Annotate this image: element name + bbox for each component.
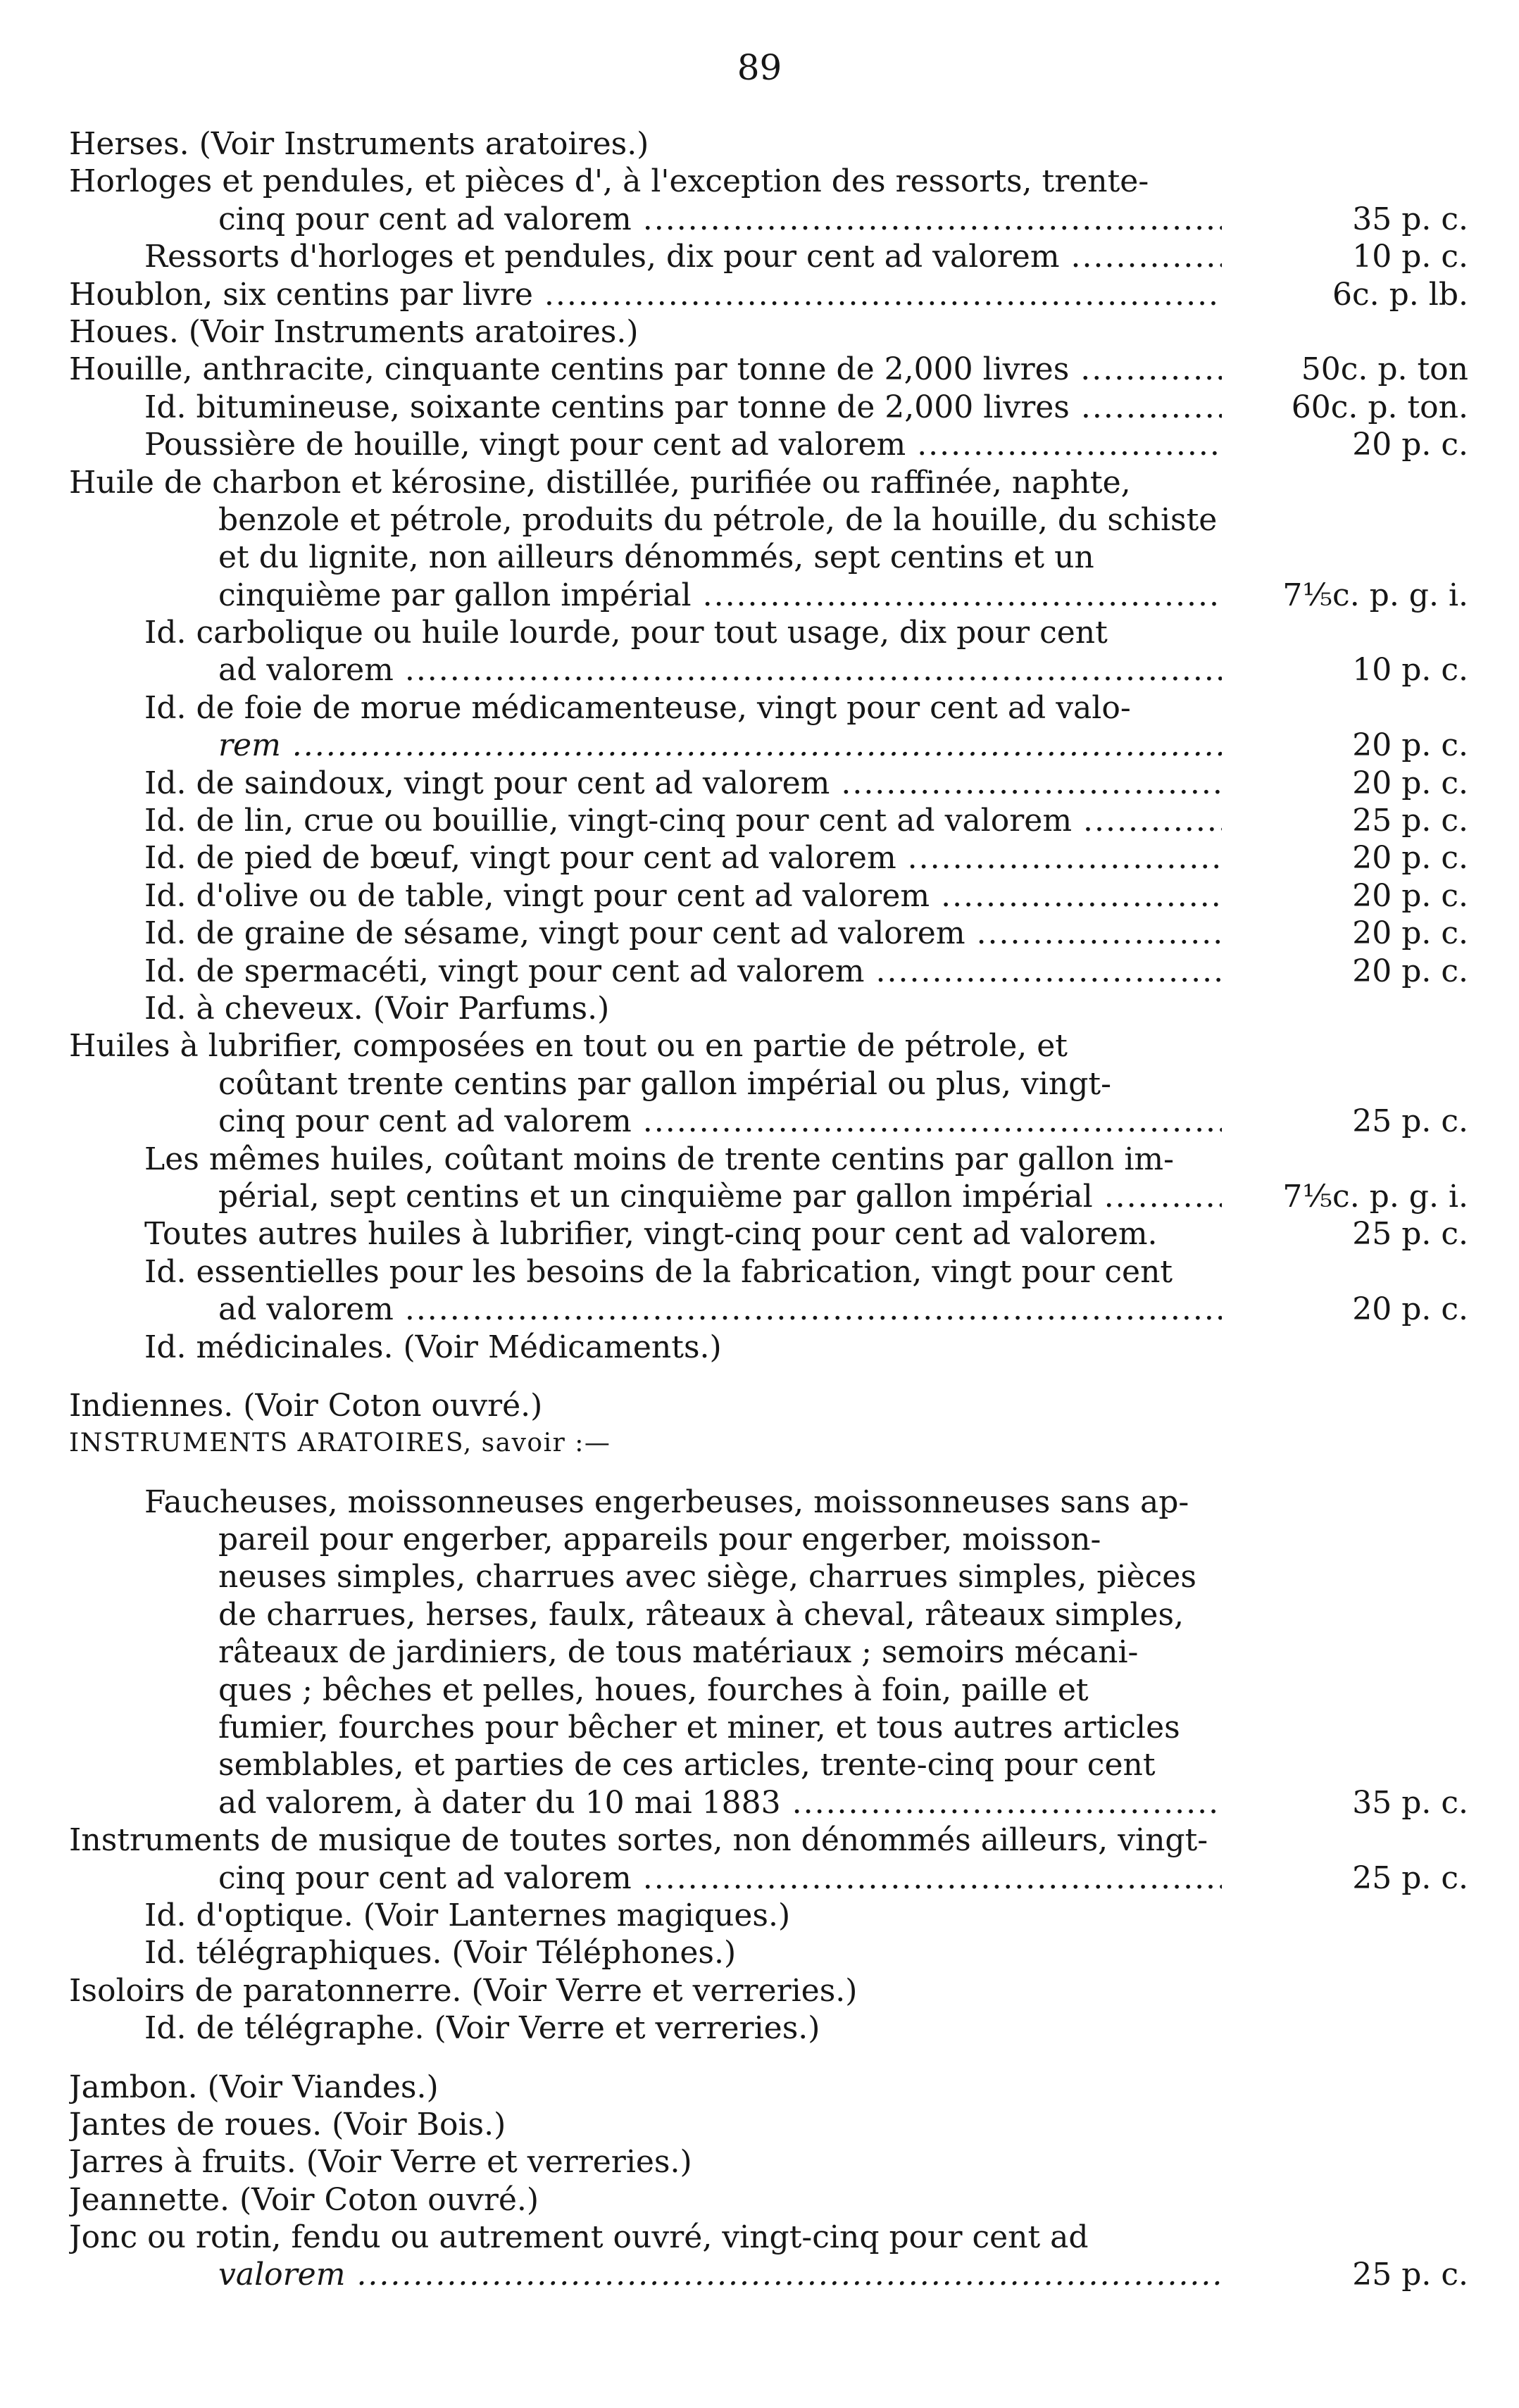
tariff-line	[0, 990, 1519, 1027]
tariff-line-text: Id. médicinales. (Voir Médicaments.)	[144, 1329, 722, 1365]
tariff-line-text: Houblon, six centins par livre .....	[69, 276, 1222, 313]
tariff-line	[0, 1387, 1519, 1424]
duty-rate: 25 p. c.	[1352, 803, 1468, 839]
tariff-line-text: INSTRUMENTS ARATOIRES, savoir :—	[69, 1429, 611, 1458]
tariff-line-text: Id. de foie de morue médicamenteuse, vingt pour cent ad valo-	[144, 689, 1131, 726]
tariff-line	[0, 313, 1519, 351]
tariff-line-text: Id. de télégraphe. (Voir Verre et verreries.)	[144, 2010, 820, 2047]
duty-rate: 20 p. c.	[1352, 877, 1468, 914]
tariff-line	[0, 539, 1519, 576]
tariff-line-text: pareil pour engerber, appareils pour engerber, moisson-	[218, 1522, 1101, 1558]
tariff-line-text: Toutes autres huiles à lubrifier, vingt-cinq pour cent ad valorem.	[144, 1216, 1158, 1253]
duty-rate: 50c. p. ton	[1301, 351, 1468, 388]
tariff-line-text: ques ; bêches et pelles, houes, fourches à foin, paille et	[218, 1672, 1089, 1708]
duty-rate: 20 p. c.	[1352, 427, 1468, 463]
tariff-line-text: Herses. (Voir Instruments aratoires.)	[69, 126, 649, 162]
tariff-line	[0, 1484, 1519, 1521]
tariff-line	[0, 1596, 1519, 1633]
tariff-line-text: semblables, et parties de ces articles, trente-cinq pour cent	[218, 1747, 1156, 1783]
tariff-line-text: Poussière de houille, vingt pour cent ad valorem .....	[144, 426, 1222, 463]
tariff-line-text: Id. à cheveux. (Voir Parfums.)	[144, 990, 610, 1027]
tariff-line-text: Instruments de musique de toutes sortes, non dénommés ailleurs, vingt-	[69, 1822, 1208, 1859]
section-gap	[0, 1366, 1519, 1387]
tariff-line-text: Ressorts d'horloges et pendules, dix pour cent ad valorem .....	[144, 238, 1222, 275]
tariff-line-text: valorem .....	[218, 2256, 1222, 2293]
duty-rate: 25 p. c.	[1352, 1103, 1468, 1140]
tariff-line	[0, 1821, 1519, 1859]
tariff-line	[0, 1746, 1519, 1783]
tariff-line	[0, 1672, 1519, 1709]
tariff-line-text: Houille, anthracite, cinquante centins par tonne de 2,000 livres .....	[69, 351, 1222, 388]
tariff-line	[0, 1934, 1519, 1971]
tariff-line-text: Horloges et pendules, et pièces d', à l'exception des ressorts, trente-	[69, 163, 1149, 200]
tariff-line-text: Houes. (Voir Instruments aratoires.)	[69, 313, 639, 350]
tariff-line	[0, 915, 1519, 952]
duty-rate: 20 p. c.	[1352, 765, 1468, 801]
tariff-line-text: Id. carbolique ou huile lourde, pour tout usage, dix pour cent	[144, 615, 1108, 651]
tariff-line-text: Id. de graine de sésame, vingt pour cent ad valorem .....	[144, 915, 1222, 952]
tariff-line	[0, 351, 1519, 388]
tariff-line	[0, 1860, 1519, 1897]
duty-rate: 35 p. c.	[1352, 1784, 1468, 1821]
tariff-line-text: cinq pour cent ad valorem .....	[218, 1103, 1222, 1140]
tariff-line	[0, 2009, 1519, 2047]
tariff-line-text: Isoloirs de paratonnerre. (Voir Verre et verreries.)	[69, 1972, 858, 2009]
tariff-line	[0, 2069, 1519, 2106]
tariff-line	[0, 276, 1519, 313]
tariff-line	[0, 727, 1519, 764]
tariff-line	[0, 201, 1519, 238]
tariff-line-text: Id. essentielles pour les besoins de la fabrication, vingt pour cent	[144, 1253, 1173, 1290]
tariff-line	[0, 238, 1519, 275]
tariff-line	[0, 2106, 1519, 2143]
tariff-line	[0, 1065, 1519, 1103]
duty-rate: 25 p. c.	[1352, 1860, 1468, 1896]
tariff-line-text: Faucheuses, moissonneuses engerbeuses, moissonneuses sans ap-	[144, 1484, 1189, 1520]
duty-rate: 7⅕c. p. g. i.	[1282, 577, 1468, 613]
tariff-line	[0, 1784, 1519, 1821]
tariff-line	[0, 1178, 1519, 1215]
tariff-line	[0, 1521, 1519, 1558]
tariff-line-text: Jeannette. (Voir Coton ouvré.)	[69, 2181, 539, 2218]
tariff-line-text: râteaux de jardiniers, de tous matériaux ; semoirs mécani-	[218, 1634, 1139, 1671]
tariff-line-text: Id. de lin, crue ou bouillie, vingt-cinq pour cent ad valorem .....	[144, 802, 1222, 839]
tariff-line	[0, 389, 1519, 426]
tariff-line-text: coûtant trente centins par gallon impérial ou plus, vingt-	[218, 1065, 1111, 1102]
tariff-line	[0, 464, 1519, 501]
section-gap	[0, 2048, 1519, 2069]
tariff-line-text: neuses simples, charrues avec siège, charrues simples, pièces	[218, 1559, 1196, 1595]
tariff-line-text: cinquième par gallon impérial .....	[218, 577, 1222, 614]
tariff-line-text: Id. de pied de bœuf, vingt pour cent ad valorem .....	[144, 839, 1222, 877]
tariff-line	[0, 1027, 1519, 1065]
tariff-line-text: Id. télégraphiques. (Voir Téléphones.)	[144, 1935, 737, 1971]
duty-rate: 25 p. c.	[1352, 2257, 1468, 2293]
tariff-line	[0, 1897, 1519, 1934]
tariff-line-text: ad valorem, à dater du 10 mai 1883 .....	[218, 1784, 1222, 1821]
duty-rate: 20 p. c.	[1352, 953, 1468, 989]
duty-rate: 10 p. c.	[1352, 652, 1468, 689]
duty-rate: 10 p. c.	[1352, 239, 1468, 275]
tariff-line	[0, 1103, 1519, 1140]
tariff-line-text: Huile de charbon et kérosine, distillée, purifiée ou raffinée, naphte,	[69, 464, 1131, 501]
duty-rate: 60c. p. ton.	[1291, 389, 1468, 425]
tariff-line-text: périal, sept centins et un cinquième par gallon impérial .....	[218, 1178, 1222, 1215]
tariff-line	[0, 577, 1519, 614]
duty-rate: 20 p. c.	[1352, 727, 1468, 764]
tariff-line-text: Jonc ou rotin, fendu ou autrement ouvré, vingt-cinq pour cent ad	[69, 2219, 1089, 2256]
tariff-line-text: rem .....	[218, 727, 1222, 764]
tariff-line	[0, 614, 1519, 651]
tariff-line	[0, 1215, 1519, 1253]
tariff-line-text: cinq pour cent ad valorem .....	[218, 1860, 1222, 1897]
tariff-line-text: Id. bitumineuse, soixante centins par tonne de 2,000 livres .....	[144, 389, 1222, 426]
tariff-line	[0, 839, 1519, 877]
tariff-line	[0, 877, 1519, 915]
tariff-line-text: cinq pour cent ad valorem .....	[218, 201, 1222, 238]
tariff-line-text: Les mêmes huiles, coûtant moins de trente centins par gallon im-	[144, 1141, 1175, 1177]
tariff-line	[0, 1709, 1519, 1746]
tariff-line	[0, 1972, 1519, 2009]
duty-rate: 20 p. c.	[1352, 840, 1468, 877]
tariff-line	[0, 2219, 1519, 2256]
duty-rate: 20 p. c.	[1352, 1291, 1468, 1328]
tariff-line	[0, 125, 1519, 163]
tariff-line-text: Jantes de roues. (Voir Bois.)	[69, 2106, 506, 2143]
tariff-line-text: Id. de saindoux, vingt pour cent ad valorem .....	[144, 765, 1222, 802]
tariff-line-text: fumier, fourches pour bêcher et miner, et tous autres articles	[218, 1710, 1180, 1746]
tariff-line-text: de charrues, herses, faulx, râteaux à cheval, râteaux simples,	[218, 1596, 1184, 1633]
tariff-line-text: ad valorem .....	[218, 651, 1222, 689]
tariff-line	[0, 953, 1519, 990]
tariff-line-text: Id. d'optique. (Voir Lanternes magiques.)	[144, 1897, 791, 1933]
tariff-line-text: Indiennes. (Voir Coton ouvré.)	[69, 1387, 543, 1424]
tariff-line	[0, 1633, 1519, 1671]
tariff-line	[0, 765, 1519, 802]
page-number: 89	[737, 47, 782, 88]
tariff-line	[0, 2143, 1519, 2181]
tariff-line-text: ad valorem .....	[218, 1291, 1222, 1328]
tariff-line-text: benzole et pétrole, produits du pétrole, de la houille, du schiste	[218, 501, 1218, 538]
tariff-line	[0, 426, 1519, 463]
tariff-list	[0, 125, 1519, 2294]
tariff-line	[0, 689, 1519, 727]
tariff-line	[0, 651, 1519, 689]
tariff-line	[0, 1141, 1519, 1178]
duty-rate: 35 p. c.	[1352, 201, 1468, 237]
tariff-line-text: Id. de spermacéti, vingt pour cent ad valorem .....	[144, 953, 1222, 990]
tariff-line	[0, 802, 1519, 839]
tariff-line-text: Huiles à lubrifier, composées en tout ou en partie de pétrole, et	[69, 1028, 1068, 1065]
tariff-line	[0, 1253, 1519, 1291]
tariff-line	[0, 2181, 1519, 2219]
tariff-line-text: Jambon. (Voir Viandes.)	[69, 2069, 439, 2105]
tariff-line	[0, 1291, 1519, 1328]
duty-rate: 7⅕c. p. g. i.	[1282, 1178, 1468, 1215]
tariff-line-text: et du lignite, non ailleurs dénommés, sept centins et un	[218, 539, 1094, 576]
tariff-line-text: Jarres à fruits. (Voir Verre et verreries.)	[69, 2144, 692, 2181]
tariff-line-text: Id. d'olive ou de table, vingt pour cent ad valorem .....	[144, 877, 1222, 915]
tariff-line	[0, 1329, 1519, 1366]
duty-rate: 25 p. c.	[1352, 1216, 1468, 1253]
section-gap	[0, 1462, 1519, 1484]
duty-rate: 20 p. c.	[1352, 915, 1468, 952]
tariff-line	[0, 501, 1519, 539]
tariff-line	[0, 1558, 1519, 1595]
tariff-line	[0, 2256, 1519, 2293]
tariff-line	[0, 1424, 1519, 1462]
duty-rate: 6c. p. lb.	[1332, 276, 1468, 313]
tariff-line	[0, 163, 1519, 200]
